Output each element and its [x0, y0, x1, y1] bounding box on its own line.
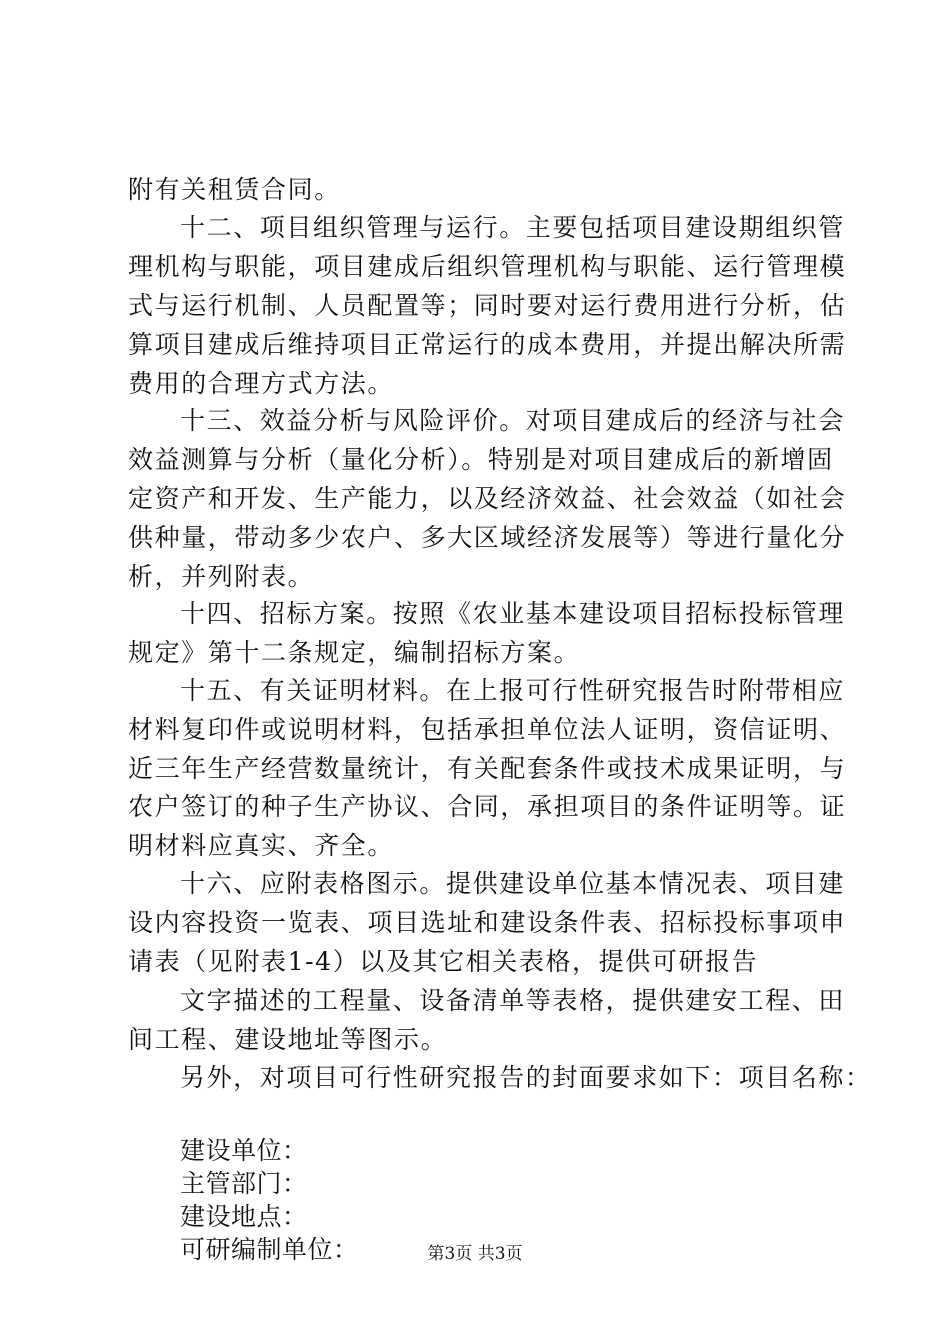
paragraph-line: 间工程、建设地址等图示。: [128, 1025, 448, 1054]
paragraph-line: 十六、应附表格图示。提供建设单位基本情况表、项目建: [180, 869, 846, 898]
paragraph-line: 规定》第十二条规定，编制招标方案。: [128, 638, 581, 667]
cover-field-competent-department: 主管部门：: [180, 1169, 308, 1198]
paragraph-line: 效益测算与分析（量化分析）。特别是对项目建成后的新增固: [128, 445, 834, 474]
paragraph-line: 材料复印件或说明材料，包括承担单位法人证明，资信证明、: [128, 715, 847, 744]
paragraph-line: 文字描述的工程量、设备清单等表格，提供建安工程、田: [180, 986, 846, 1015]
paragraph-line: 十五、有关证明材料。在上报可行性研究报告时附带相应: [180, 676, 846, 705]
paragraph-line: 析，并列附表。: [128, 562, 315, 591]
paragraph-line: 近三年生产经营数量统计，有关配套条件或技术成果证明，与: [128, 754, 847, 783]
paragraph-line: 费用的合理方式方法。: [128, 369, 395, 398]
paragraph-line: 理机构与职能，项目建成后组织管理机构与职能、运行管理模: [128, 252, 847, 281]
paragraph-line: 附有关租赁合同。: [128, 175, 341, 204]
cover-field-construction-unit: 建设单位：: [180, 1136, 308, 1165]
paragraph-line: 供种量，带动多少农户、多大区域经济发展等）等进行量化分: [128, 523, 847, 552]
page-number-footer: 第3页 共3页: [427, 1244, 523, 1264]
paragraph-line: 明材料应真实、齐全。: [128, 831, 395, 860]
paragraph-line: 农户签订的种子生产协议、合同，承担项目的条件证明等。证: [128, 792, 847, 821]
paragraph-line: 另外，对项目可行性研究报告的封面要求如下：项目名称：: [180, 1063, 872, 1092]
cover-field-feasibility-compiler: 可研编制单位：: [180, 1235, 359, 1264]
paragraph-line: 式与运行机制、人员配置等；同时要对运行费用进行分析，估: [128, 291, 847, 320]
paragraph-line: 定资产和开发、生产能力，以及经济效益、社会效益（如社会: [128, 484, 847, 513]
cover-field-construction-site: 建设地点：: [180, 1202, 308, 1231]
paragraph-line: 请表（见附表1-4）以及其它相关表格，提供可研报告: [128, 947, 759, 976]
paragraph-line: 十三、效益分析与风险评价。对项目建成后的经济与社会: [180, 406, 846, 435]
paragraph-line: 算项目建成后维持项目正常运行的成本费用，并提出解决所需: [128, 330, 847, 359]
paragraph-line: 设内容投资一览表、项目选址和建设条件表、招标投标事项申: [128, 908, 847, 937]
paragraph-line: 十二、项目组织管理与运行。主要包括项目建设期组织管: [180, 213, 846, 242]
paragraph-line: 十四、招标方案。按照《农业基本建设项目招标投标管理: [180, 599, 846, 628]
